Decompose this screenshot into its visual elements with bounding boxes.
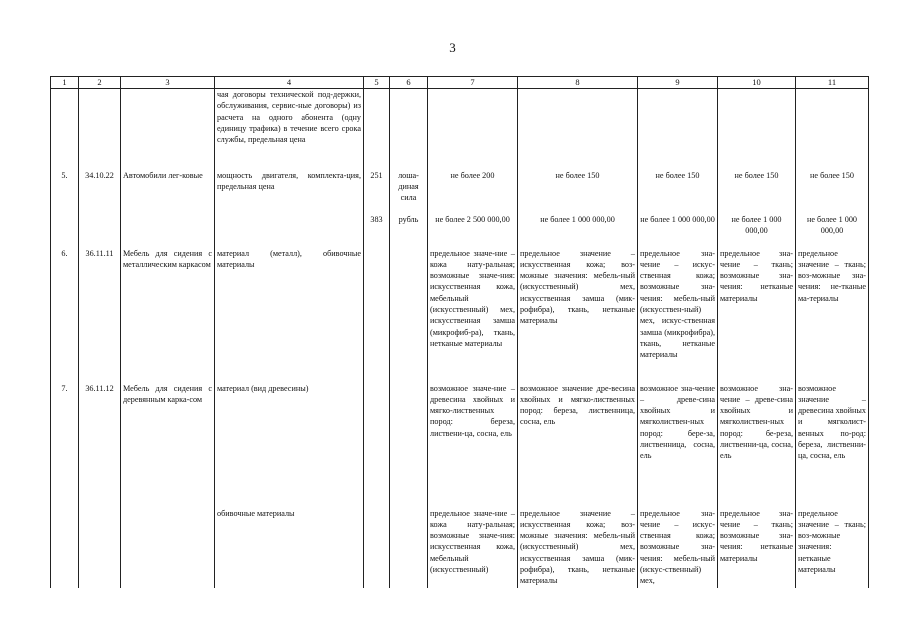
table-row: [51, 383, 869, 508]
cell-unit-name: рубль: [390, 214, 428, 248]
column-header: 4: [215, 77, 364, 89]
column-header: 6: [390, 77, 428, 89]
cell-name: [121, 214, 215, 248]
cell-value: возможное значе-ние – древесина хвойных и мягко-лиственных пород: береза, листвени-ца, сосна, ель: [428, 383, 518, 508]
cell-characteristic: материал (металл), обивочные материалы: [215, 248, 364, 383]
cell-unit-code: [364, 383, 390, 508]
cell-value: не более 1 000 000,00: [718, 214, 796, 248]
cell-characteristic: материал (вид древесины): [215, 383, 364, 508]
cell-code: [79, 508, 121, 588]
cell-num: 6.: [51, 248, 79, 383]
cell-value: предельное значе-ние – кожа нату-ральная; возможные значе-ния: искусственная кожа, мебельный (искусственный) мех, искусственная замша (микрофиб-ра), ткань, нетканые материалы: [428, 248, 518, 383]
column-header: 1: [51, 77, 79, 89]
table-row: [51, 214, 869, 248]
cell-value: не более 200: [428, 170, 518, 214]
cell-value: [428, 89, 518, 170]
cell-code: [79, 89, 121, 170]
cell-characteristic: чая договоры технической под-держки, обслуживания, сервис-ные договоры) из расчета на одного абонента (одну единицу трафика) в течение всего срока службы, предельная цена: [215, 89, 364, 170]
cell-name: Автомобили лег-ковые: [121, 170, 215, 214]
cell-unit-code: 251: [364, 170, 390, 214]
cell-value: предельное значение – искусственная кожа; воз-можные значения: мебель-ный (искусственный) мех, искусственная замша (мик-рофибра), ткань, нетканые материалы: [518, 508, 638, 588]
cell-unit-code: [364, 89, 390, 170]
column-header: 9: [638, 77, 718, 89]
cell-value: не более 150: [796, 170, 869, 214]
column-header: 10: [718, 77, 796, 89]
cell-name: [121, 89, 215, 170]
page-number: 3: [449, 40, 456, 55]
cell-code: 36.11.12: [79, 383, 121, 508]
cell-num: [51, 214, 79, 248]
cell-value: предельное значение – ткань; воз-можные значения: нетканые материалы: [796, 508, 869, 588]
cell-value: предельное зна-чение – ткань; возможные зна-чения: нетканые материалы: [718, 248, 796, 383]
cell-unit-name: лоша-диная сила: [390, 170, 428, 214]
column-header: 5: [364, 77, 390, 89]
cell-value: предельное значе-ние – кожа нату-ральная; возможные значе-ния: искусственная кожа, мебельный (искусственный): [428, 508, 518, 588]
cell-characteristic: обивочные материалы: [215, 508, 364, 588]
cell-code: 36.11.11: [79, 248, 121, 383]
cell-characteristic: мощность двигателя, комплекта-ция, предельная цена: [215, 170, 364, 214]
cell-code: 34.10.22: [79, 170, 121, 214]
cell-name: Мебель для сидения с металлическим каркасом: [121, 248, 215, 383]
cell-value: не более 150: [518, 170, 638, 214]
cell-value: не более 2 500 000,00: [428, 214, 518, 248]
cell-value: не более 1 000 000,00: [796, 214, 869, 248]
cell-unit-code: [364, 508, 390, 588]
cell-characteristic: [215, 214, 364, 248]
cell-value: предельное значение – искусственная кожа; воз-можные значения: мебель-ный (искусственный) мех, искусственная замша (мик-рофибра), ткань, нетканые материалы: [518, 248, 638, 383]
cell-value: возможное зна-чение – древе-сина хвойных и мягколиствен-ных пород: бере-за, лиственница, сосна, ель: [638, 383, 718, 508]
cell-unit-name: [390, 508, 428, 588]
cell-value: не более 150: [718, 170, 796, 214]
column-header: 2: [79, 77, 121, 89]
column-header: 11: [796, 77, 869, 89]
cell-value: [638, 89, 718, 170]
cell-num: 7.: [51, 383, 79, 508]
cell-unit-name: [390, 383, 428, 508]
table-row: [51, 248, 869, 383]
cell-value: предельное значение – ткань; воз-можные зна-чения: не-тканые ма-териалы: [796, 248, 869, 383]
column-number-row: [51, 77, 869, 89]
cell-unit-code: 383: [364, 214, 390, 248]
requirements-table: [50, 76, 869, 588]
column-header: 7: [428, 77, 518, 89]
cell-value: предельное зна-чение – ткань; возможные зна-чения: нетканые материалы: [718, 508, 796, 588]
cell-unit-name: [390, 248, 428, 383]
table-row: [51, 508, 869, 588]
cell-value: не более 1 000 000,00: [638, 214, 718, 248]
cell-name: Мебель для сидения с деревянным карка-сом: [121, 383, 215, 508]
column-header: 8: [518, 77, 638, 89]
cell-unit-code: [364, 248, 390, 383]
cell-value: предельное зна-чение – искус-ственная кожа; возможные зна-чения: мебель-ный (искусствен-ный) мех, искус-ственная замша (микрофибра), ткань, нетканые материалы: [638, 248, 718, 383]
cell-num: 5.: [51, 170, 79, 214]
cell-num: [51, 89, 79, 170]
cell-code: [79, 214, 121, 248]
cell-value: предельное зна-чение – искус-ственная кожа; возможные зна-чения: мебель-ный (искус-ственный) мех,: [638, 508, 718, 588]
cell-value: возможное значение дре-весина хвойных и мягко-лиственных пород: береза, лиственница, сосна, ель: [518, 383, 638, 508]
cell-num: [51, 508, 79, 588]
cell-value: [518, 89, 638, 170]
cell-value: не более 150: [638, 170, 718, 214]
cell-value: возможное зна-чение – древе-сина хвойных и мягколиствен-ных пород: бе-реза, лиственни-ца, сосна, ель: [718, 383, 796, 508]
table-row: [51, 170, 869, 214]
column-header: 3: [121, 77, 215, 89]
cell-value: возможное значение – древесина хвойных и мягколист-венных по-род: береза, лиственни-ца, сосна, ель: [796, 383, 869, 508]
cell-value: [796, 89, 869, 170]
cell-unit-name: [390, 89, 428, 170]
cell-value: не более 1 000 000,00: [518, 214, 638, 248]
cell-value: [718, 89, 796, 170]
table-row: [51, 89, 869, 170]
cell-name: [121, 508, 215, 588]
